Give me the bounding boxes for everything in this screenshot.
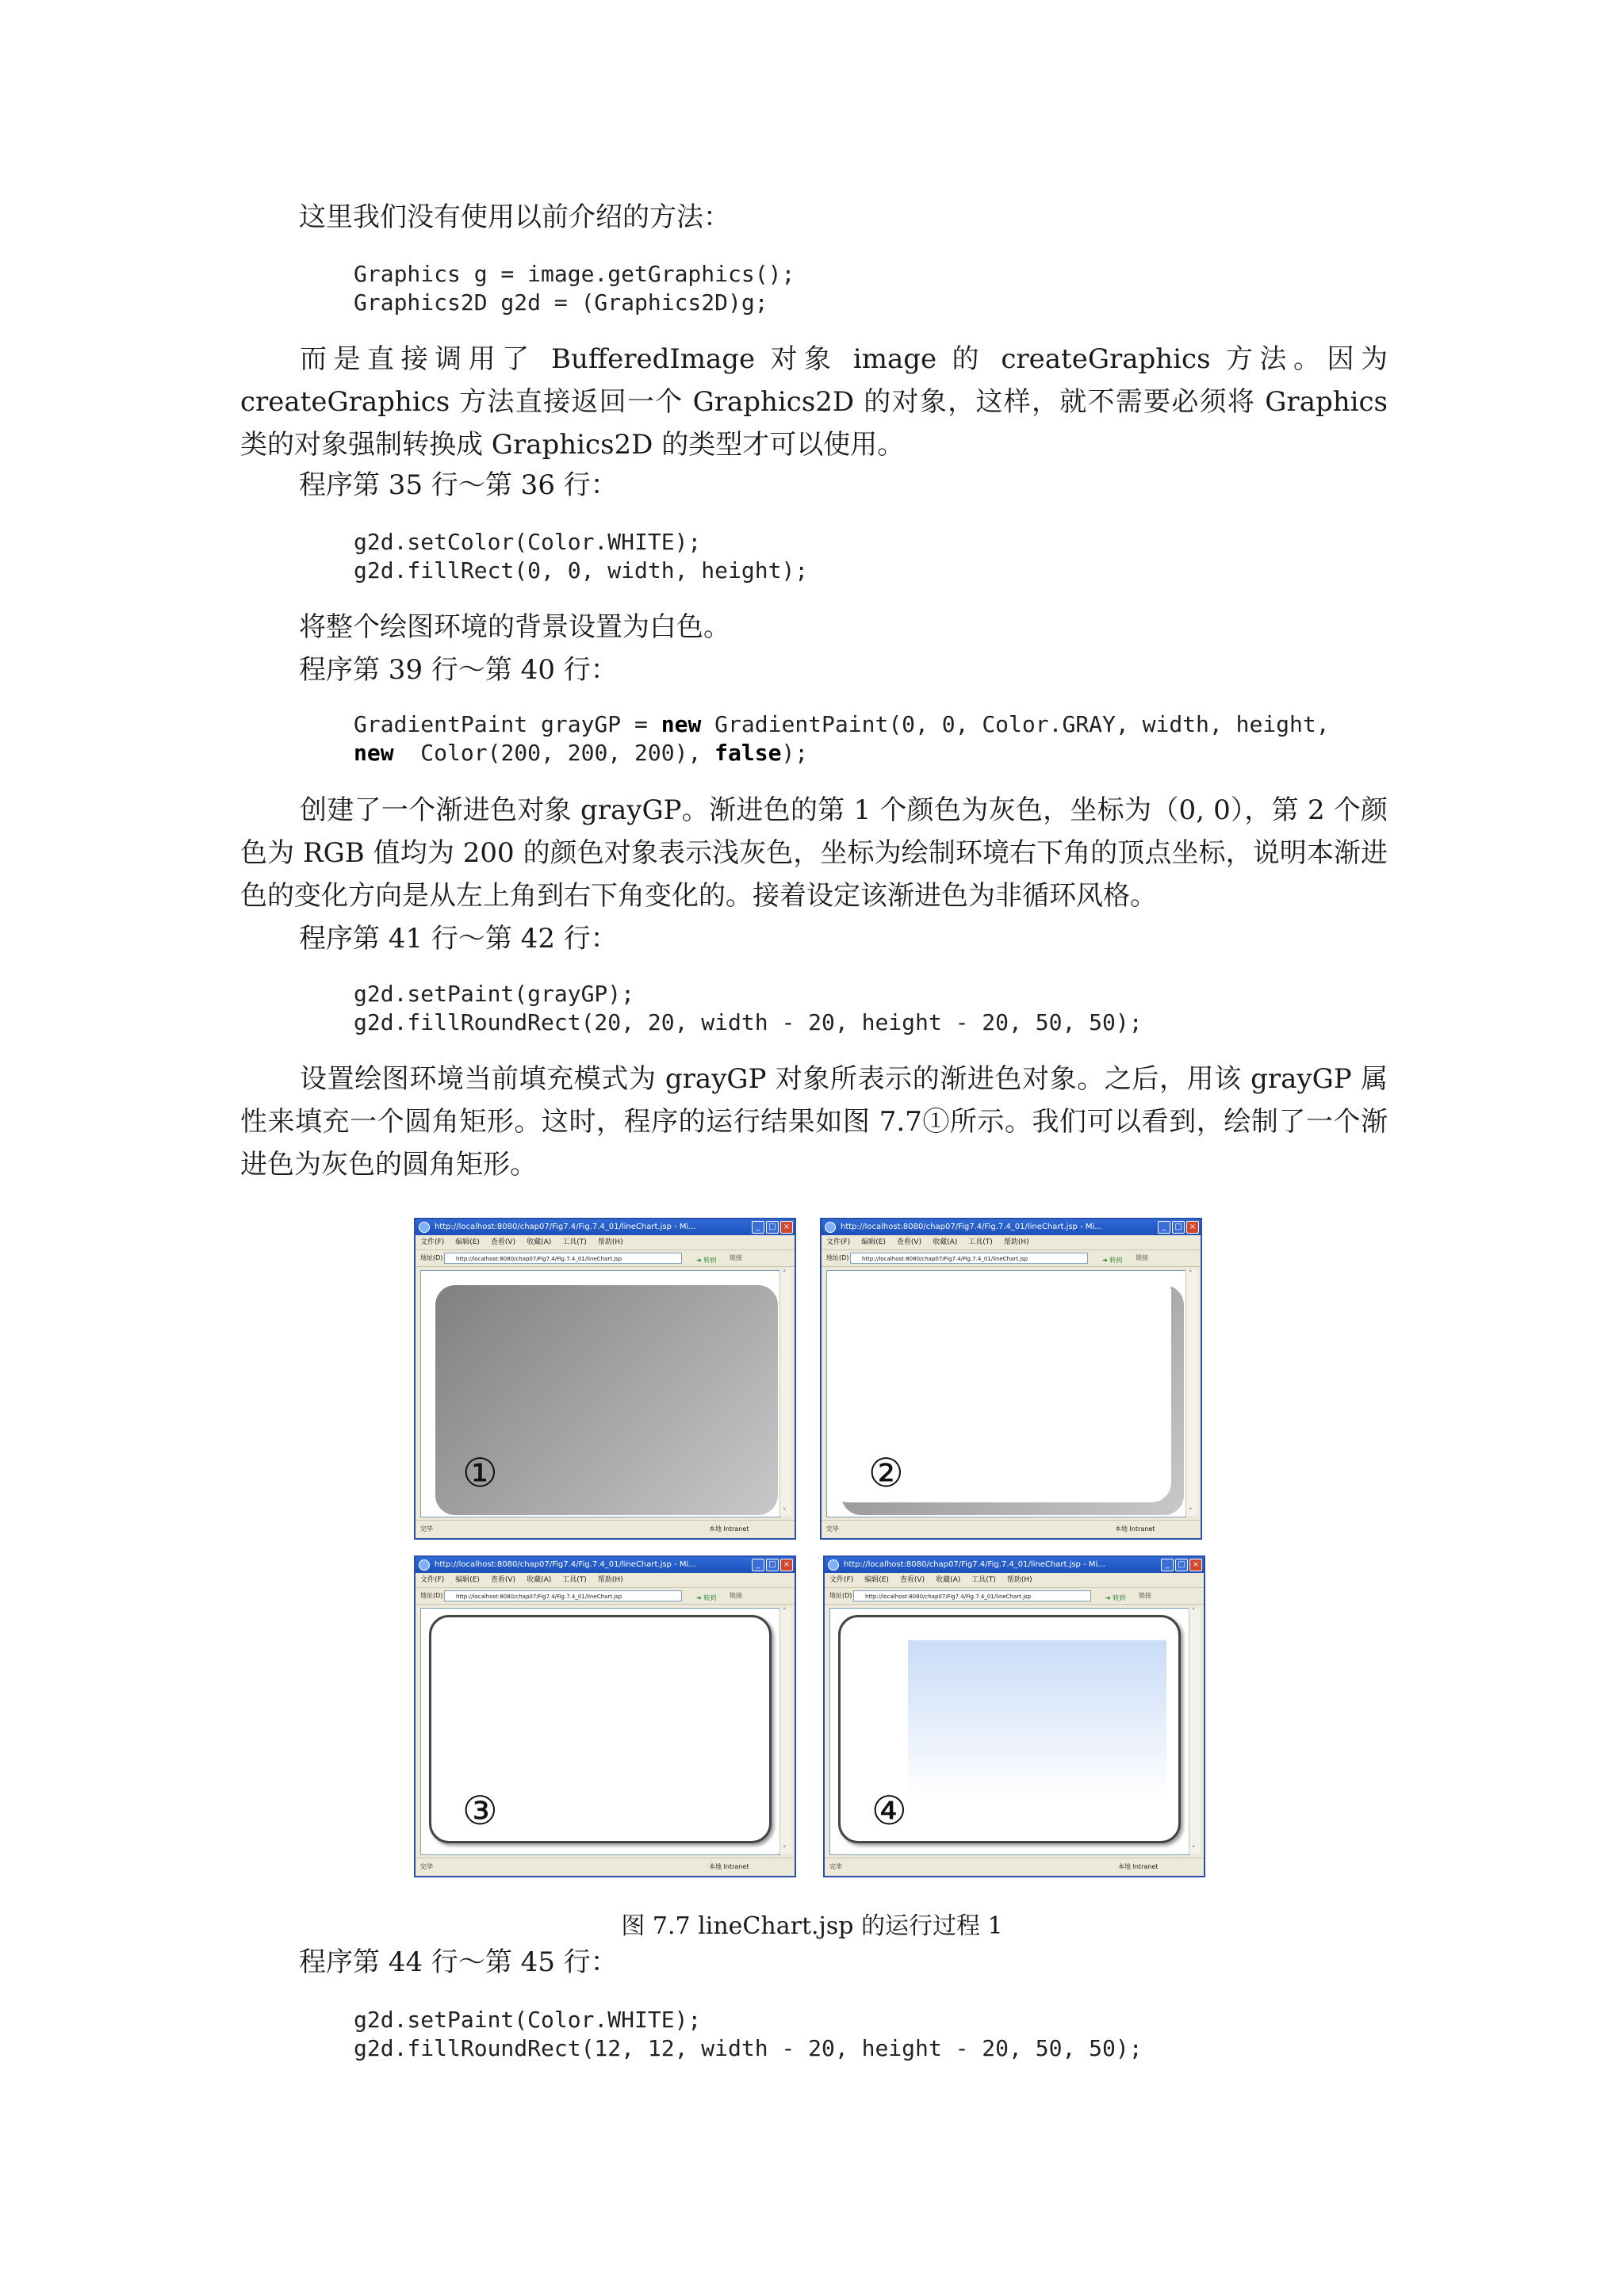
address-bar bbox=[822, 1250, 1201, 1267]
menu-view[interactable]: 查看(V) bbox=[899, 1576, 925, 1584]
minimize-icon[interactable]: _ bbox=[1158, 1221, 1170, 1234]
code-line: g2d.setPaint(Color.WHITE); bbox=[354, 2007, 702, 2033]
menu-favorites[interactable]: 收藏(A) bbox=[933, 1238, 958, 1246]
code-block-3 bbox=[354, 710, 1330, 767]
status-text: 完毕 bbox=[420, 1525, 433, 1533]
address-label: 地址(D) bbox=[829, 1592, 852, 1599]
code-line: g2d.fillRoundRect(12, 12, width - 20, height - 20, 50, 50); bbox=[354, 2035, 1143, 2061]
blue-gradient-rect bbox=[908, 1640, 1166, 1799]
vertical-scrollbar[interactable] bbox=[1189, 1608, 1201, 1854]
address-bar bbox=[416, 1250, 795, 1267]
links-label[interactable]: 链接 bbox=[730, 1254, 742, 1261]
menu-edit[interactable]: 编辑(E) bbox=[861, 1238, 886, 1246]
status-bar bbox=[822, 1520, 1201, 1538]
menu-favorites[interactable]: 收藏(A) bbox=[527, 1576, 552, 1584]
browser-window-2 bbox=[820, 1218, 1202, 1540]
go-button[interactable]: ➜ 转到 bbox=[696, 1594, 717, 1601]
close-icon[interactable]: × bbox=[780, 1221, 793, 1234]
address-input[interactable]: http://localhost:8080/chap07/Fig7.4/Fig.7.4_01/lineChart.jsp bbox=[853, 1590, 1091, 1601]
menu-tools[interactable]: 工具(T) bbox=[562, 1576, 587, 1584]
status-zone: 本地 Intranet bbox=[709, 1863, 749, 1870]
address-label: 地址(D) bbox=[420, 1592, 443, 1599]
menu-edit[interactable]: 编辑(E) bbox=[455, 1238, 480, 1246]
intro-line: 这里我们没有使用以前介绍的方法： bbox=[299, 201, 730, 233]
status-text: 完毕 bbox=[420, 1863, 433, 1870]
status-bar bbox=[416, 1858, 795, 1876]
address-input[interactable]: http://localhost:8080/chap07/Fig7.4/Fig.7.4_01/lineChart.jsp bbox=[444, 1590, 682, 1601]
code-line: Graphics g = image.getGraphics(); bbox=[354, 261, 795, 287]
address-label: 地址(D) bbox=[826, 1254, 849, 1261]
menu-help[interactable]: 帮助(H) bbox=[1006, 1576, 1032, 1584]
step-number-label: ① bbox=[462, 1450, 498, 1496]
code-keyword: new bbox=[354, 740, 394, 766]
vertical-scrollbar[interactable] bbox=[1185, 1270, 1197, 1516]
browser-window-4 bbox=[823, 1556, 1205, 1877]
step-number-label: ② bbox=[868, 1450, 904, 1496]
page-canvas bbox=[829, 1608, 1189, 1855]
go-button[interactable]: ➜ 转到 bbox=[1102, 1257, 1123, 1264]
program-lines-heading: 程序第 44 行～第 45 行： bbox=[299, 1946, 618, 1978]
window-title: http://localhost:8080/chap07/Fig7.4/Fig.7.4_01/lineChart.jsp - Mi... bbox=[841, 1223, 1102, 1231]
step-number-label: ③ bbox=[462, 1788, 498, 1834]
code-text: GradientPaint grayGP = bbox=[354, 711, 661, 737]
status-bar bbox=[825, 1858, 1204, 1876]
links-label[interactable]: 链接 bbox=[1136, 1254, 1148, 1261]
code-block-5 bbox=[354, 2006, 1143, 2063]
code-text: Color(200, 200, 200), bbox=[393, 740, 715, 766]
paragraph: 而是直接调用了 BufferedImage 对象 image 的 createGraphics 方法。因为 createGraphics 方法直接返回一个 Graphics2D 的对象，这样，就不需要必须将 Graphics 类的对象强制转换成 Graphics2D 的类型才可以使用。 bbox=[240, 343, 1388, 461]
ie-icon bbox=[825, 1222, 836, 1233]
maximize-icon[interactable]: □ bbox=[1175, 1559, 1188, 1571]
menu-edit[interactable]: 编辑(E) bbox=[455, 1576, 480, 1584]
maximize-icon[interactable]: □ bbox=[766, 1559, 779, 1571]
close-icon[interactable]: × bbox=[780, 1559, 793, 1571]
address-input[interactable]: http://localhost:8080/chap07/Fig7.4/Fig.7.4_01/lineChart.jsp bbox=[444, 1253, 682, 1264]
program-lines-heading: 程序第 41 行～第 42 行： bbox=[299, 923, 618, 955]
status-bar bbox=[416, 1520, 795, 1538]
menu-help[interactable]: 帮助(H) bbox=[1003, 1238, 1029, 1246]
window-titlebar bbox=[822, 1219, 1201, 1235]
go-label: 转到 bbox=[1109, 1257, 1123, 1264]
step-number-label: ④ bbox=[871, 1788, 907, 1834]
browser-window-1 bbox=[414, 1218, 796, 1540]
page-canvas bbox=[420, 1270, 780, 1517]
menu-bar bbox=[822, 1235, 1201, 1250]
paragraph: 设置绘图环境当前填充模式为 grayGP 对象所表示的渐进色对象。之后，用该 grayGP 属性来填充一个圆角矩形。这时，程序的运行结果如图 7.7①所示。我们可以看到，绘制了一个渐进色为灰色的圆角矩形。 bbox=[240, 1063, 1388, 1181]
window-title: http://localhost:8080/chap07/Fig7.4/Fig.7.4_01/lineChart.jsp - Mi... bbox=[435, 1560, 696, 1569]
menu-favorites[interactable]: 收藏(A) bbox=[527, 1238, 552, 1246]
code-block-1 bbox=[354, 260, 795, 317]
go-label: 转到 bbox=[703, 1594, 717, 1601]
code-line: g2d.setPaint(grayGP); bbox=[354, 981, 635, 1007]
program-lines-heading: 程序第 39 行～第 40 行： bbox=[299, 654, 618, 686]
menu-tools[interactable]: 工具(T) bbox=[971, 1576, 996, 1584]
ie-icon bbox=[419, 1222, 430, 1233]
go-label: 转到 bbox=[1113, 1594, 1126, 1601]
page-canvas bbox=[420, 1608, 780, 1855]
paragraph: 创建了一个渐进色对象 grayGP。渐进色的第 1 个颜色为灰色，坐标为（0, 0），第 2 个颜色为 RGB 值均为 200 的颜色对象表示浅灰色，坐标为绘制环境右下角的顶点坐标，说明本渐进色的变化方向是从左上角到右下角变化的。接着设定该渐进色为非循环风格。 bbox=[240, 794, 1388, 912]
code-line: g2d.fillRoundRect(20, 20, width - 20, height - 20, 50, 50); bbox=[354, 1009, 1143, 1035]
menu-view[interactable]: 查看(V) bbox=[896, 1238, 922, 1246]
code-text: GradientPaint(0, 0, Color.GRAY, width, height, bbox=[701, 711, 1330, 737]
address-input[interactable]: http://localhost:8080/chap07/Fig7.4/Fig.7.4_01/lineChart.jsp bbox=[850, 1253, 1088, 1264]
menu-bar bbox=[416, 1235, 795, 1250]
go-label: 转到 bbox=[703, 1257, 717, 1264]
go-button[interactable]: ➜ 转到 bbox=[696, 1257, 717, 1264]
menu-file[interactable]: 文件(F) bbox=[826, 1238, 851, 1246]
status-zone: 本地 Intranet bbox=[1118, 1863, 1159, 1870]
window-titlebar bbox=[416, 1557, 795, 1573]
code-line: g2d.fillRect(0, 0, width, height); bbox=[354, 557, 809, 584]
figure-caption: 图 7.7 lineChart.jsp 的运行过程 1 bbox=[621, 1912, 1003, 1940]
code-block-4 bbox=[354, 980, 1143, 1037]
menu-file[interactable]: 文件(F) bbox=[420, 1238, 445, 1246]
menu-help[interactable]: 帮助(H) bbox=[597, 1576, 623, 1584]
code-keyword: new bbox=[661, 711, 702, 737]
menu-help[interactable]: 帮助(H) bbox=[597, 1238, 623, 1246]
minimize-icon[interactable]: _ bbox=[752, 1221, 764, 1234]
status-zone: 本地 Intranet bbox=[709, 1525, 749, 1533]
address-bar bbox=[825, 1588, 1204, 1605]
window-titlebar bbox=[416, 1219, 795, 1235]
window-title: http://localhost:8080/chap07/Fig7.4/Fig.7.4_01/lineChart.jsp - Mi... bbox=[435, 1223, 696, 1231]
menu-file[interactable]: 文件(F) bbox=[420, 1576, 445, 1584]
code-block-2 bbox=[354, 528, 808, 585]
links-label[interactable]: 链接 bbox=[1139, 1592, 1151, 1599]
address-label: 地址(D) bbox=[420, 1254, 443, 1261]
menu-edit[interactable]: 编辑(E) bbox=[864, 1576, 889, 1584]
menu-view[interactable]: 查看(V) bbox=[490, 1238, 516, 1246]
code-keyword: false bbox=[714, 740, 782, 766]
menu-favorites[interactable]: 收藏(A) bbox=[936, 1576, 961, 1584]
close-icon[interactable]: × bbox=[1186, 1221, 1199, 1234]
menu-tools[interactable]: 工具(T) bbox=[562, 1238, 587, 1246]
close-icon[interactable]: × bbox=[1189, 1559, 1202, 1571]
code-line: Graphics2D g2d = (Graphics2D)g; bbox=[354, 289, 768, 316]
menu-view[interactable]: 查看(V) bbox=[490, 1576, 516, 1584]
window-titlebar bbox=[825, 1557, 1204, 1573]
status-text: 完毕 bbox=[829, 1863, 842, 1870]
links-label[interactable]: 链接 bbox=[730, 1592, 742, 1599]
status-text: 完毕 bbox=[826, 1525, 839, 1533]
go-button[interactable]: ➜ 转到 bbox=[1105, 1594, 1126, 1601]
browser-window-3 bbox=[414, 1556, 796, 1877]
maximize-icon[interactable]: □ bbox=[1172, 1221, 1185, 1234]
ie-icon bbox=[828, 1559, 839, 1571]
menu-file[interactable]: 文件(F) bbox=[829, 1576, 854, 1584]
address-bar bbox=[416, 1588, 795, 1605]
menu-bar bbox=[416, 1573, 795, 1588]
maximize-icon[interactable]: □ bbox=[766, 1221, 779, 1234]
status-zone: 本地 Intranet bbox=[1115, 1525, 1155, 1533]
menu-tools[interactable]: 工具(T) bbox=[968, 1238, 993, 1246]
minimize-icon[interactable]: _ bbox=[1161, 1559, 1174, 1571]
minimize-icon[interactable]: _ bbox=[752, 1559, 764, 1571]
code-text: ); bbox=[781, 740, 809, 766]
vertical-scrollbar[interactable] bbox=[779, 1270, 791, 1516]
code-line: g2d.setColor(Color.WHITE); bbox=[354, 529, 702, 555]
program-lines-heading: 程序第 35 行～第 36 行： bbox=[299, 469, 618, 501]
ie-icon bbox=[419, 1559, 430, 1571]
window-title: http://localhost:8080/chap07/Fig7.4/Fig.7.4_01/lineChart.jsp - Mi... bbox=[844, 1560, 1105, 1569]
paragraph: 将整个绘图环境的背景设置为白色。 bbox=[299, 611, 730, 643]
vertical-scrollbar[interactable] bbox=[779, 1608, 791, 1854]
page-canvas bbox=[826, 1270, 1186, 1517]
menu-bar bbox=[825, 1573, 1204, 1588]
